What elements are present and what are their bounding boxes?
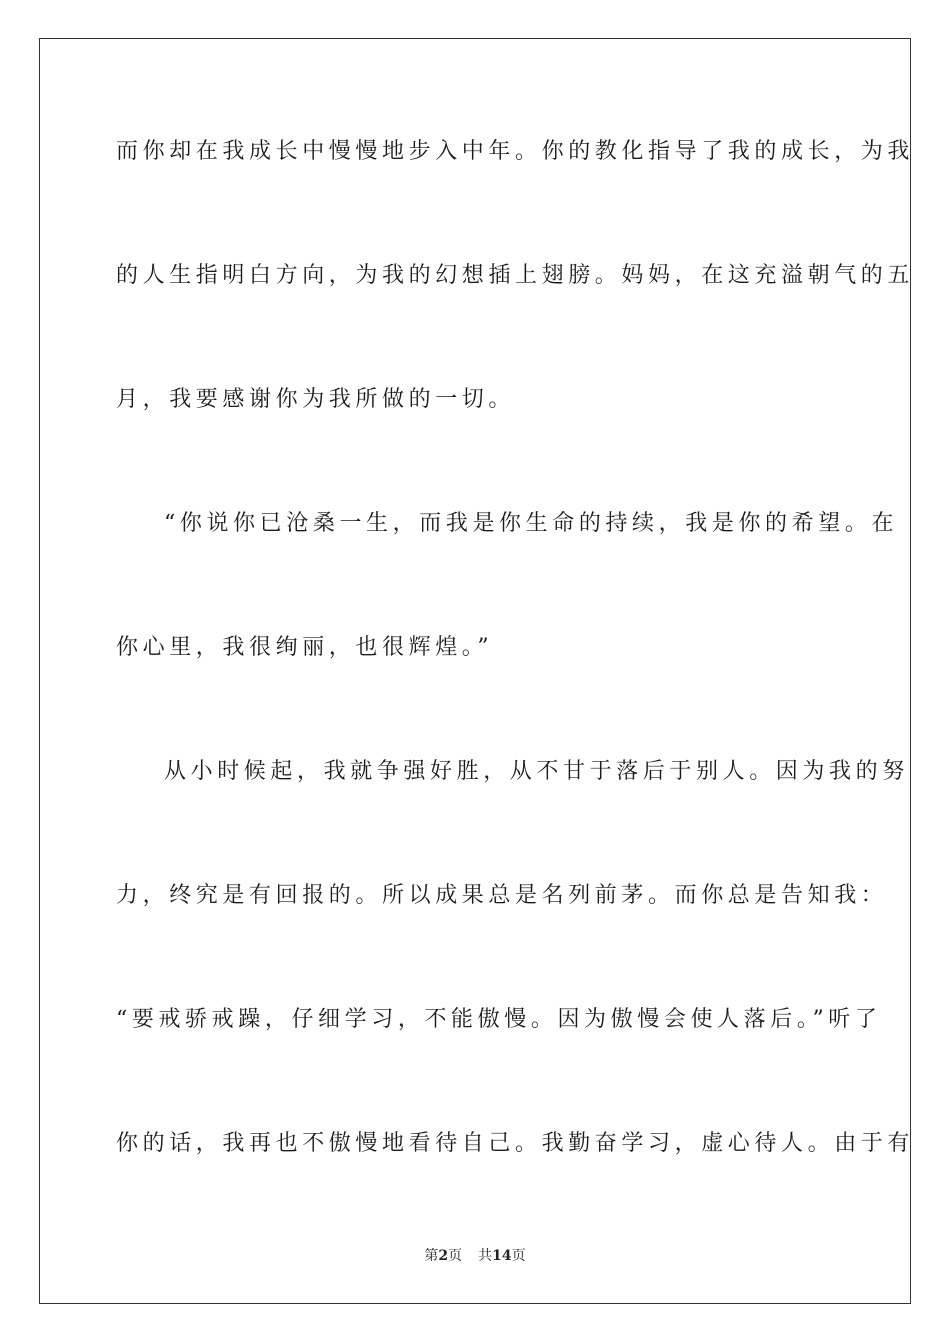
text-line: 你心里，我很绚丽，也很辉煌。” bbox=[116, 635, 494, 660]
footer-total-number: 14 bbox=[492, 1248, 512, 1264]
text-line: “你说你已沧桑一生，而我是你生命的持续，我是你的希望。在 bbox=[164, 511, 899, 536]
text-line: 的人生指明白方向，为我的幻想插上翅膀。妈妈，在这充溢朝气的五 bbox=[116, 263, 915, 288]
text-line: 而你却在我成长中慢慢地步入中年。你的教化指导了我的成长，为我 bbox=[116, 139, 915, 164]
footer-page-suffix: 页 bbox=[448, 1248, 463, 1264]
page-footer bbox=[0, 1247, 950, 1265]
text-line: 力，终究是有回报的。所以成果总是名列前茅。而你总是告知我： bbox=[116, 883, 888, 908]
page-border bbox=[39, 38, 915, 1304]
text-line: 从小时候起，我就争强好胜，从不甘于落后于别人。因为我的努 bbox=[164, 759, 909, 784]
footer-page-prefix: 第 bbox=[424, 1248, 439, 1264]
text-line: 你的话，我再也不傲慢地看待自己。我勤奋学习，虚心待人。由于有 bbox=[116, 1131, 915, 1156]
footer-total-prefix: 共 bbox=[478, 1248, 493, 1264]
footer-page-number: 2 bbox=[438, 1248, 449, 1264]
footer-total-suffix: 页 bbox=[511, 1248, 526, 1264]
text-line: 月，我要感谢你为我所做的一切。 bbox=[116, 387, 516, 412]
text-line: “要戒骄戒躁，仔细学习，不能傲慢。因为傲慢会使人落后。”听了 bbox=[116, 1007, 882, 1032]
